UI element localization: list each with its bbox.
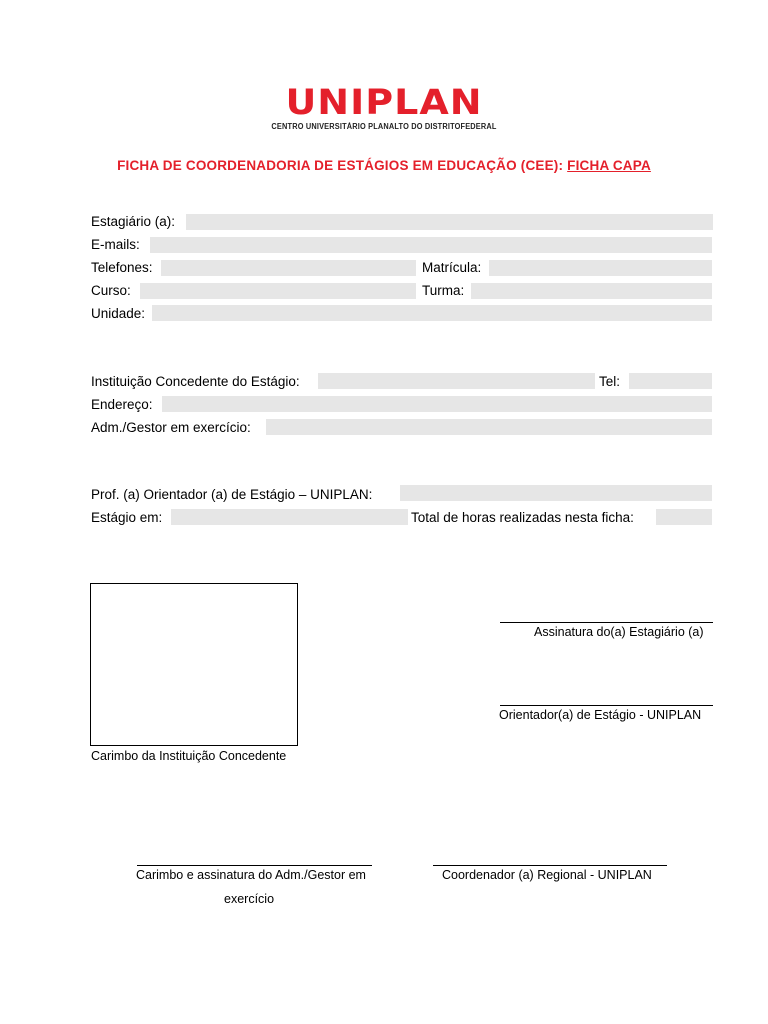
estagiario-label: Estagiário (a): bbox=[91, 214, 176, 229]
form-title bbox=[0, 158, 768, 173]
turma-label: Turma: bbox=[422, 283, 465, 298]
unidade-field[interactable] bbox=[152, 305, 712, 321]
endereco-label: Endereço: bbox=[91, 397, 153, 412]
gestor-signature-label-2: exercício bbox=[224, 892, 275, 906]
estagio-em-field[interactable] bbox=[171, 509, 408, 525]
total-horas-label: Total de horas realizadas nesta ficha: bbox=[411, 510, 634, 525]
logo-subtitle: CENTRO UNIVERSITÁRIO PLANALTO DO DISTRITOFEDERAL bbox=[271, 122, 497, 131]
estagiario-signature-line bbox=[500, 622, 713, 623]
orientador-signature-line bbox=[500, 705, 713, 706]
stamp-box bbox=[90, 583, 298, 746]
instituicao-label: Instituição Concedente do Estágio: bbox=[91, 374, 300, 389]
orientador-label: Prof. (a) Orientador (a) de Estágio – UNIPLAN: bbox=[91, 487, 373, 502]
uniplan-logo: UNIPLAN bbox=[285, 81, 483, 123]
coordenador-signature-label: Coordenador (a) Regional - UNIPLAN bbox=[442, 868, 652, 882]
estagiario-field[interactable] bbox=[186, 214, 713, 230]
estagio-em-label: Estágio em: bbox=[91, 510, 163, 525]
gestor-field[interactable] bbox=[266, 419, 712, 435]
instituicao-field[interactable] bbox=[318, 373, 595, 389]
curso-field[interactable] bbox=[140, 283, 416, 299]
tel-field[interactable] bbox=[629, 373, 712, 389]
orientador-signature-label: Orientador(a) de Estágio - UNIPLAN bbox=[499, 708, 702, 722]
coordenador-signature-line bbox=[433, 865, 667, 866]
gestor-label: Adm./Gestor em exercício: bbox=[91, 420, 251, 435]
telefones-label: Telefones: bbox=[91, 260, 153, 275]
telefones-field[interactable] bbox=[161, 260, 416, 276]
unidade-label: Unidade: bbox=[91, 306, 146, 321]
total-horas-field[interactable] bbox=[656, 509, 712, 525]
gestor-signature-label: Carimbo e assinatura do Adm./Gestor em bbox=[136, 868, 366, 882]
matricula-field[interactable] bbox=[489, 260, 712, 276]
form-title-main: FICHA DE COORDENADORIA DE ESTÁGIOS EM EDUCAÇÃO (CEE): bbox=[117, 158, 568, 173]
form-title-link: FICHA CAPA bbox=[567, 158, 651, 173]
gestor-signature-line bbox=[137, 865, 372, 866]
emails-label: E-mails: bbox=[91, 237, 140, 252]
curso-label: Curso: bbox=[91, 283, 131, 298]
emails-field[interactable] bbox=[150, 237, 712, 253]
matricula-label: Matrícula: bbox=[422, 260, 482, 275]
tel-label: Tel: bbox=[599, 374, 621, 389]
endereco-field[interactable] bbox=[162, 396, 712, 412]
turma-field[interactable] bbox=[471, 283, 712, 299]
orientador-field[interactable] bbox=[400, 485, 712, 501]
stamp-caption: Carimbo da Instituição Concedente bbox=[91, 749, 287, 763]
estagiario-signature-label: Assinatura do(a) Estagiário (a) bbox=[534, 625, 704, 639]
